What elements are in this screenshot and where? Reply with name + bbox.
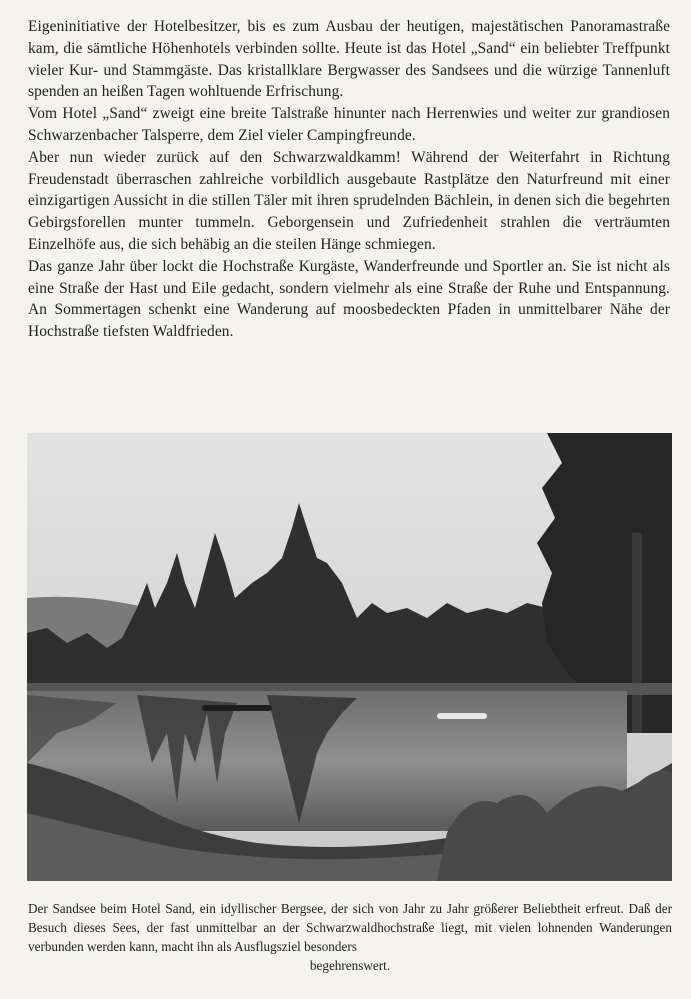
paragraph-schwarzwaldkamm: Aber nun wieder zurück auf den Schwarzwaldkamm! Während der Weiterfahrt in Richtung Freudenstadt überraschen zahlreiche vorbildlich ausgebaute Rastplätze den Naturfreund mit einer einzigartigen Aussicht in die stillen Täler mit ihren sprudelnden Bächlein, in denen sich die begehrten Gebirgsforellen munter tummeln. Geborgensein und Zufriedenheit strahlen die verträumten Einzelhöfe aus, die sich behäbig an die steilen Hänge schmiegen. [28, 148, 670, 253]
lake-photo [27, 433, 672, 881]
photo-caption [28, 899, 672, 975]
paragraph-hotel-sand: Eigeninitiative der Hotelbesitzer, bis es zum Ausbau der heutigen, majestätischen Panoramastraße kam, die sämtliche Höhenhotels verbinden sollte. Heute ist das Hotel „Sand“ ein beliebter Treffpunkt vieler Kur- und Stammgäste. Das kristallklare Bergwasser des Sandsees und die würzige Tannenluft spenden an heißen Tagen wohltuende Erfrischung. [28, 18, 670, 101]
body-text [28, 16, 670, 343]
paragraph-talstrasse: Vom Hotel „Sand“ zweigt eine breite Talstraße hinunter nach Herrenwies und weiter zur grandiosen Schwarzenbacher Talsperre, dem Ziel vieler Campingfreunde. [28, 105, 670, 144]
paragraph-hochstrasse: Das ganze Jahr über lockt die Hochstraße Kurgäste, Wanderfreunde und Sportler an. Sie ist nicht als eine Straße der Hast und Eile gedacht, sondern vielmehr als eine Straße der Ruhe und Entspannung. An Sommertagen schenkt eine Wanderung auf moosbedeckten Pfaden in unmittelbarer Nähe der Hochstraße tiefsten Waldfrieden. [28, 257, 670, 341]
caption-text: Der Sandsee beim Hotel Sand, ein idyllischer Bergsee, der sich von Jahr zu Jahr größerer Beliebtheit erfreut. Daß der Besuch dieses Sees, der fast unmittelbar an der Schwarzwaldhochstraße liegt, mit vielen lohnenden Wanderungen verbunden werden kann, macht ihn als Ausflugsziel besonders [28, 901, 672, 954]
caption-last-line: begehrenswert. [309, 958, 391, 973]
